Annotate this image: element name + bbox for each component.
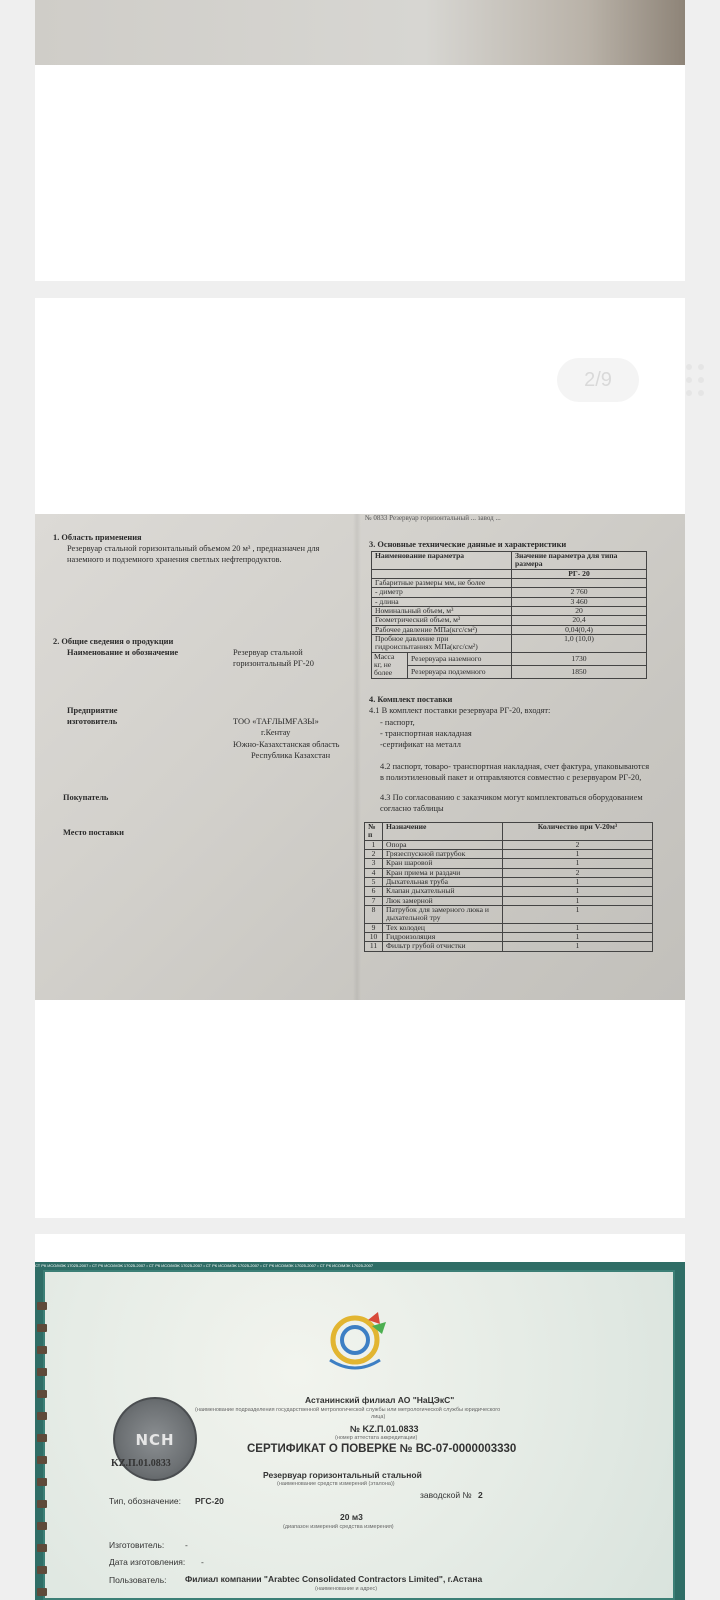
spec-param: Рабочее давление МПа(кгс/см²): [372, 625, 512, 634]
certificate-border-text: СТ РК ИСО/МЭК 17025-2007 • СТ РК ИСО/МЭК 17025-2007 • СТ РК ИСО/МЭК 17025-2007 • СТ РК ИСО/МЭК 17025-2007 • СТ РК ИСО/МЭК 17025-2007 • СТ РК ИСО/МЭК 17025-2007: [35, 1263, 374, 1268]
p41-text: 4.1 В комплект поставки резервуара РГ-20, входят:: [369, 706, 551, 715]
binding-ring: [37, 1346, 47, 1354]
binding-ring: [37, 1368, 47, 1376]
section1-text-line1: Резервуар стальной горизонтальный объемом 20 м³ , предназначен для: [67, 544, 320, 553]
kit-row: 4 Кран приема и раздачи 2: [365, 868, 653, 877]
spec-param: Геометрический объем, м³: [372, 616, 512, 625]
nch-seal-stamp: NCH: [113, 1397, 197, 1481]
binding-ring: [37, 1588, 47, 1596]
spec-param: Габаритные размеры мм, не более: [372, 579, 512, 588]
cert-range-caption: (диапазон измерений средства измерения): [283, 1524, 394, 1530]
name-value-line2: горизонтальный РГ-20: [233, 659, 314, 668]
mass-cell: [372, 652, 512, 679]
spec-value: 20,4: [512, 616, 647, 625]
page-counter: 2/9: [557, 358, 639, 402]
top-strip-text: № 0833 Резервуар горизонтальный ... завод ...: [365, 514, 501, 522]
spec-table: [371, 551, 647, 679]
p42-line1: 4.2 паспорт, товаро- транспортная накладная, счет фактура, упаковываются: [380, 762, 650, 771]
kit-header-n: № п: [365, 823, 383, 841]
section1-text-line2: наземного и подземного хранения светлых нефтепродуктов.: [67, 555, 282, 564]
spec-value: 1,0 (10,0): [512, 635, 647, 653]
spec-param: Пробное давление при гидроиспытаниях МПа(кгс/см²): [372, 635, 512, 653]
kit-row: 3 Кран шаровой 1: [365, 859, 653, 868]
mass-label: Масса кг, не более: [372, 653, 408, 679]
cert-range: 20 м3: [340, 1512, 363, 1522]
kit-row: 2 Грязеспускной патрубок 1: [365, 850, 653, 859]
cert-user-label: Пользователь:: [109, 1575, 167, 1585]
kit-row: 8 Патрубок для замерного люка и дыхательной тру 1: [365, 906, 653, 924]
spec-value: 3 460: [512, 597, 647, 606]
kit-row: 10 Гидроизоляция 1: [365, 933, 653, 942]
section1-title: 1. Область применения: [53, 533, 142, 542]
kit-item: -сертификат на металл: [380, 740, 461, 749]
drag-handle-icon[interactable]: [686, 364, 710, 398]
binding-ring: [37, 1456, 47, 1464]
spec-model: РГ- 20: [512, 569, 647, 578]
section2-title: 2. Общие сведения о продукции: [53, 637, 174, 646]
cert-serial-label: заводской №: [420, 1490, 472, 1500]
binding-ring: [37, 1522, 47, 1530]
spec-param: - длина: [372, 597, 512, 606]
cert-user-value: Филиал компании "Arabtec Consolidated Contractors Limited", г.Астана: [185, 1574, 483, 1584]
manufacturer-line2: г.Кентау: [261, 728, 291, 737]
binding-ring: [37, 1434, 47, 1442]
kit-header-name: Назначение: [383, 823, 503, 841]
binding-ring: [37, 1544, 47, 1552]
cert-type-value: РГС-20: [195, 1496, 224, 1506]
kit-item: - транспортная накладная: [380, 729, 472, 738]
binding-ring: [37, 1500, 47, 1508]
cert-org-caption-line1: (наименование подразделения государственной метрологической службы или метрологической службы юридического: [195, 1407, 501, 1413]
cert-serial-value: 2: [478, 1490, 483, 1500]
binding-ring: [37, 1324, 47, 1332]
cert-accreditation-no: № KZ.П.01.0833: [350, 1424, 419, 1434]
cert-org: Астанинский филиал АО "НаЦЭкС": [305, 1395, 455, 1405]
manufacturer-label-line1: Предприятие: [67, 706, 118, 715]
cert-maker-label: Изготовитель:: [109, 1540, 165, 1550]
cert-instrument: Резервуар горизонтальный стальной: [263, 1470, 422, 1480]
passport-document-photo[interactable]: [35, 514, 685, 1000]
mass-value: 1730: [512, 653, 646, 666]
p43-line2: согласно таблицы: [380, 804, 444, 813]
name-value-line1: Резервуар стальной: [233, 648, 303, 657]
spec-header-value: Значение параметра для типа размера: [512, 552, 647, 570]
binding-ring: [37, 1478, 47, 1486]
kit-row: 7 Люк замерной 1: [365, 896, 653, 905]
spec-value: 2 760: [512, 588, 647, 597]
cert-date-value: -: [201, 1557, 204, 1567]
image-card-document[interactable]: [35, 298, 685, 1218]
cert-maker-value: -: [185, 1540, 188, 1550]
cert-accreditation-caption: (номер аттестата аккредитации): [335, 1435, 418, 1441]
nacex-emblem-icon: [320, 1310, 390, 1376]
manufacturer-line3: Южно-Казахстанская область: [233, 740, 340, 749]
mass-param: Резервуара подземного: [411, 667, 486, 677]
name-label: Наименование и обозначение: [67, 648, 179, 657]
cert-seal-code: KZ.П.01.0833: [111, 1458, 171, 1469]
kit-table: [364, 822, 653, 952]
kit-row: 11 Фильтр грубой отчистки 1: [365, 942, 653, 951]
spec-param: Номинальный объем, м³: [372, 607, 512, 616]
cert-user-caption: (наименование и адрес): [315, 1586, 378, 1592]
manufacturer-label-line2: изготовитель: [67, 717, 118, 726]
kit-row: 9 Тех колодец 1: [365, 923, 653, 932]
spec-value: 0,04(0,4): [512, 625, 647, 634]
cert-title: СЕРТИФИКАТ О ПОВЕРКЕ № ВС-07-0000003330: [247, 1443, 517, 1455]
section3-title: 3. Основные технические данные и характеристики: [369, 540, 567, 549]
mass-param: Резервуара наземного: [408, 653, 511, 666]
p42-line2: в полиэтиленовый пакет и отправляются совместно с резервуаром РГ-20,: [380, 773, 642, 782]
kit-row: 5 Дыхательная труба 1: [365, 878, 653, 887]
binding-ring: [37, 1566, 47, 1574]
previous-photo: [35, 0, 685, 65]
manufacturer-line4: Республика Казахстан: [251, 751, 331, 760]
mass-value: 1850: [571, 667, 587, 677]
cert-type-label: Тип, обозначение:: [109, 1496, 181, 1506]
cert-instrument-caption: (наименование средств измерений (эталона)): [277, 1481, 395, 1487]
cert-org-caption-line2: лица): [371, 1414, 386, 1420]
image-card-certificate[interactable]: [35, 1234, 685, 1600]
kit-header-qty: Количество при V-20м³: [503, 823, 653, 841]
kit-row: 1 Опора 2: [365, 840, 653, 849]
spec-header-param: Наименование параметра: [372, 552, 512, 570]
image-card-previous[interactable]: [35, 0, 685, 281]
spec-param: - диметр: [372, 588, 512, 597]
kit-item: - паспорт,: [380, 718, 415, 727]
binding-ring: [37, 1390, 47, 1398]
p43-line1: 4.3 По согласованию с заказчиком могут комплектоваться оборудованием: [380, 793, 643, 802]
spec-value: 20: [512, 607, 647, 616]
cert-date-label: Дата изготовления:: [109, 1557, 186, 1567]
manufacturer-line1: ТОО «ТАҒЛЫМҒАЗЫ»: [233, 717, 319, 726]
page-fold: [353, 514, 361, 1000]
kit-row: 6 Клапан дыхательный 1: [365, 887, 653, 896]
binding-ring: [37, 1302, 47, 1310]
delivery-label: Место поставки: [63, 828, 124, 837]
buyer-label: Покупатель: [63, 793, 109, 802]
section4-title: 4. Комплект поставки: [369, 695, 453, 704]
binding-ring: [37, 1412, 47, 1420]
certificate-photo[interactable]: [35, 1262, 685, 1600]
